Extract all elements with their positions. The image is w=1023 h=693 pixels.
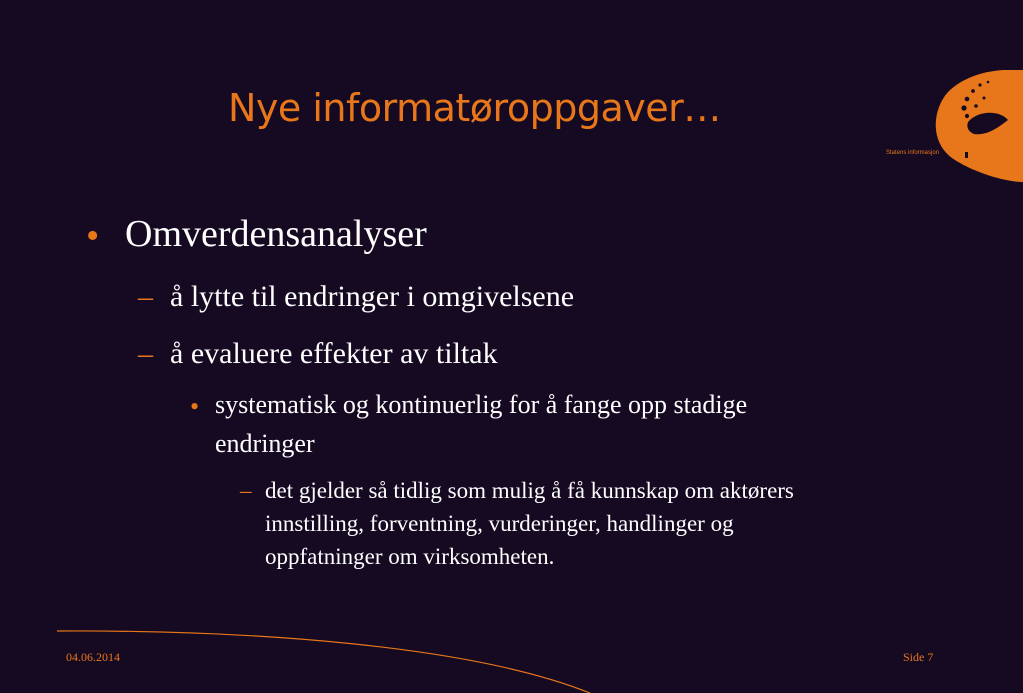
sub-bullet-det-gjelder-line2: innstilling, forventning, vurderinger, handlinger og bbox=[265, 511, 734, 536]
dash-marker: – bbox=[240, 478, 252, 503]
bullet-systematisk-line2: endringer bbox=[215, 429, 315, 458]
logo-text: Statens informasjon bbox=[886, 150, 940, 156]
sub-bullet-det-gjelder-line1: det gjelder så tidlig som mulig å få kunnskap om aktørers bbox=[265, 478, 794, 503]
bullet-omverdensanalyser: Omverdensanalyser bbox=[125, 213, 427, 255]
slide-title: Nye informatøroppgaver… bbox=[228, 86, 721, 130]
bullet-marker: • bbox=[86, 215, 100, 257]
sub-bullet-det-gjelder-line3: oppfatninger om virksomheten. bbox=[265, 544, 555, 569]
bullet-marker: • bbox=[190, 392, 200, 421]
dash-marker: – bbox=[138, 337, 153, 370]
page-number: Side 7 bbox=[903, 650, 934, 664]
sub-bullet-evaluere: å evaluere effekter av tiltak bbox=[170, 337, 498, 370]
bullet-systematisk-line1: systematisk og kontinuerlig for å fange opp stadige bbox=[215, 390, 748, 419]
sub-bullet-lytte: å lytte til endringer i omgivelsene bbox=[170, 280, 575, 313]
dash-marker: – bbox=[138, 280, 153, 313]
footer-date: 04.06.2014 bbox=[66, 650, 120, 664]
